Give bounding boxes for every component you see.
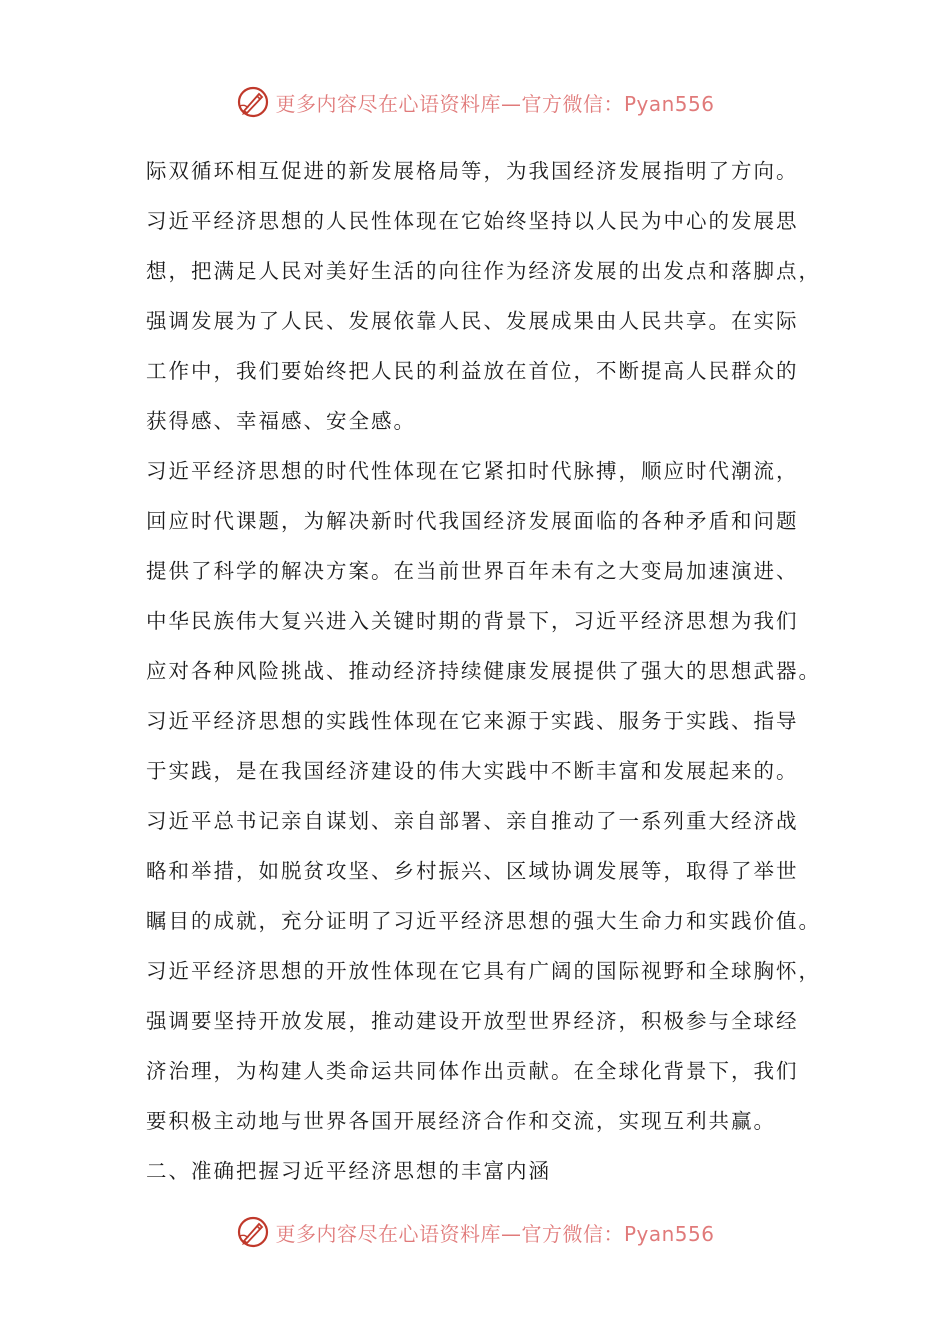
text-line: 习近平总书记亲自谋划、亲自部署、亲自推动了一系列重大经济战	[146, 809, 799, 833]
text-line: 习近平经济思想的开放性体现在它具有广阔的国际视野和全球胸怀，	[146, 959, 821, 983]
text-line: 际双循环相互促进的新发展格局等，为我国经济发展指明了方向。	[146, 159, 799, 183]
text-line: 回应时代课题，为解决新时代我国经济发展面临的各种矛盾和问题	[146, 509, 799, 533]
text-line: 中华民族伟大复兴进入关键时期的背景下，习近平经济思想为我们	[146, 609, 799, 633]
text-line: 想，把满足人民对美好生活的向往作为经济发展的出发点和落脚点，	[146, 259, 821, 283]
section-heading: 二、准确把握习近平经济思想的丰富内涵	[146, 1159, 551, 1183]
pen-logo-icon	[235, 84, 271, 120]
text-line: 工作中，我们要始终把人民的利益放在首位，不断提高人民群众的	[146, 359, 799, 383]
document-body	[146, 146, 826, 1196]
text-line: 强调发展为了人民、发展依靠人民、发展成果由人民共享。在实际	[146, 309, 799, 333]
text-line: 瞩目的成就，充分证明了习近平经济思想的强大生命力和实践价值。	[146, 909, 821, 933]
text-line: 获得感、幸福感、安全感。	[146, 409, 416, 433]
text-line: 要积极主动地与世界各国开展经济合作和交流，实现互利共赢。	[146, 1109, 776, 1133]
text-line: 于实践，是在我国经济建设的伟大实践中不断丰富和发展起来的。	[146, 759, 799, 783]
text-line: 略和举措，如脱贫攻坚、乡村振兴、区域协调发展等，取得了举世	[146, 859, 799, 883]
text-line: 习近平经济思想的时代性体现在它紧扣时代脉搏，顺应时代潮流，	[146, 459, 799, 483]
footer-banner-text: 更多内容尽在心语资料库—官方微信：Pyan556	[275, 1221, 715, 1246]
header-banner	[0, 82, 950, 122]
footer-banner	[0, 1212, 950, 1252]
pen-logo-icon	[235, 1214, 271, 1250]
text-line: 习近平经济思想的实践性体现在它来源于实践、服务于实践、指导	[146, 709, 799, 733]
header-banner-text: 更多内容尽在心语资料库—官方微信：Pyan556	[275, 91, 715, 116]
text-line: 提供了科学的解决方案。在当前世界百年未有之大变局加速演进、	[146, 559, 799, 583]
text-line: 济治理，为构建人类命运共同体作出贡献。在全球化背景下，我们	[146, 1059, 799, 1083]
text-line: 强调要坚持开放发展，推动建设开放型世界经济，积极参与全球经	[146, 1009, 799, 1033]
text-line: 应对各种风险挑战、推动经济持续健康发展提供了强大的思想武器。	[146, 659, 821, 683]
text-line: 习近平经济思想的人民性体现在它始终坚持以人民为中心的发展思	[146, 209, 799, 233]
